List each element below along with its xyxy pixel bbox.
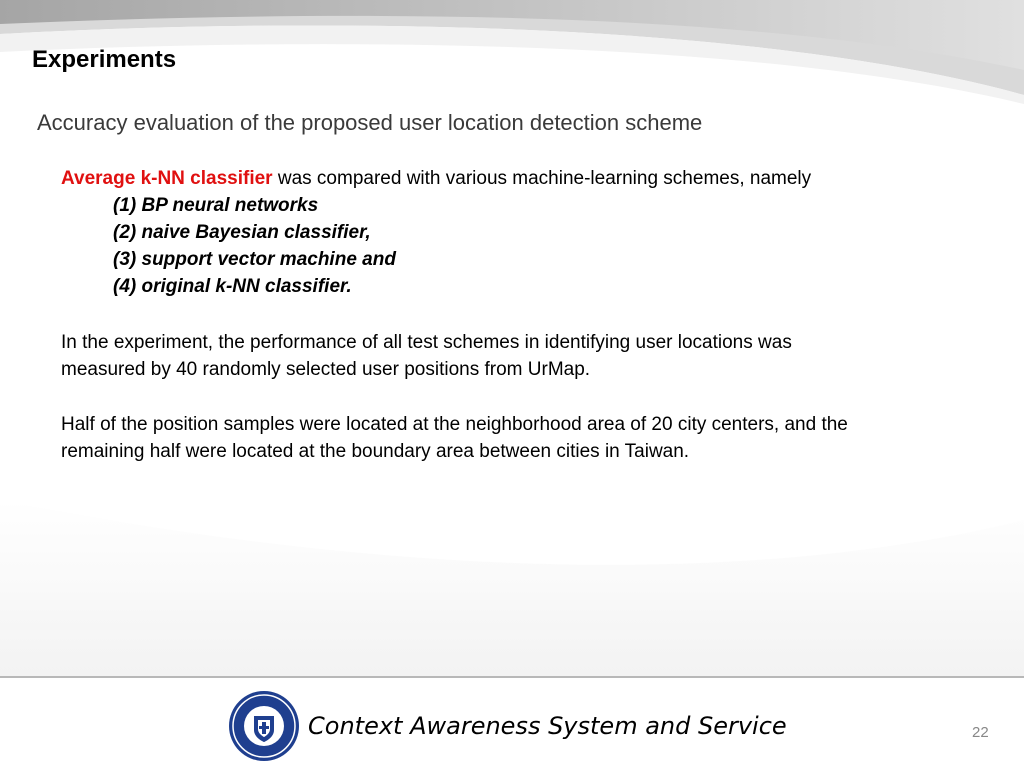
highlight-text: Average k-NN classifier — [61, 168, 273, 189]
footer-divider — [0, 676, 1024, 678]
footer-title: Context Awareness System and Service — [308, 712, 787, 740]
list-item: (2) naive Bayesian classifier, — [113, 222, 371, 243]
paragraph1-line1: In the experiment, the performance of all test schemes in identifying user locations was — [61, 332, 792, 353]
paragraph1-line2: measured by 40 randomly selected user positions from UrMap. — [61, 359, 591, 380]
paragraph2-line2: remaining half were located at the boundary area between cities in Taiwan. — [61, 441, 690, 462]
list-item: (3) support vector machine and — [113, 249, 396, 270]
intro-line — [61, 168, 811, 190]
paragraph2-line1: Half of the position samples were located at the neighborhood area of 20 city centers, and the — [61, 414, 848, 435]
slide-title: Experiments — [32, 46, 177, 73]
intro-text: was compared with various machine-learning schemes, namely — [272, 168, 812, 189]
list-item: (4) original k-NN classifier. — [113, 276, 352, 297]
page-number: 22 — [972, 724, 989, 741]
list-item: (1) BP neural networks — [113, 195, 319, 216]
slide-subtitle: Accuracy evaluation of the proposed user location detection scheme — [37, 110, 703, 135]
university-logo-icon — [228, 690, 300, 762]
